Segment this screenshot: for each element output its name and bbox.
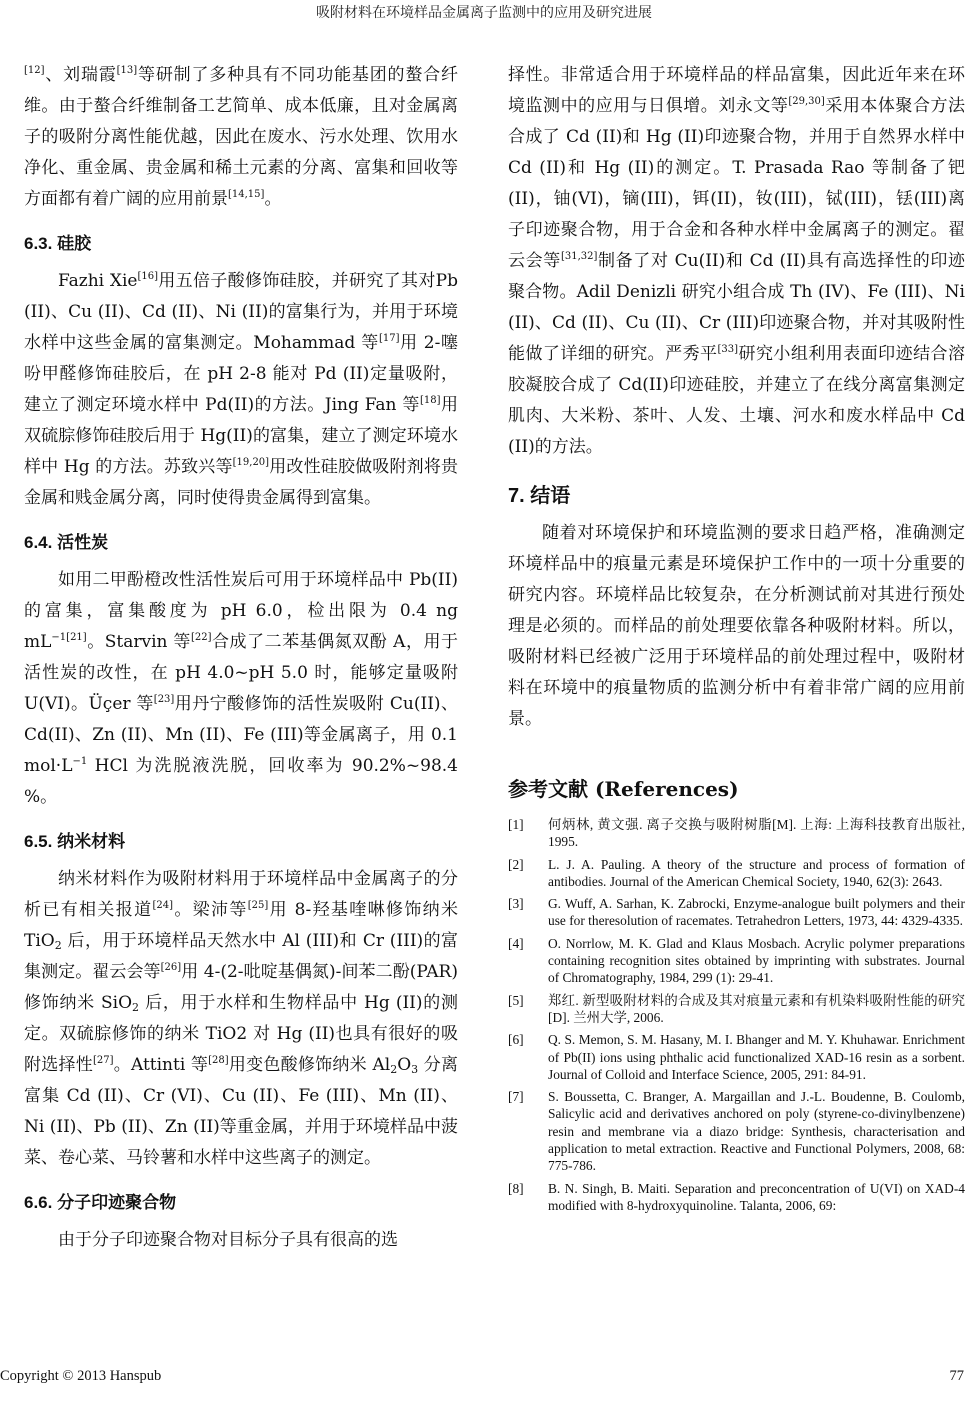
- citation-superscript: [22]: [190, 632, 212, 643]
- text-run: 分离富集 Cd (II)、Cr (VI)、Cu (II)、Fe (III)、Mn (II)、Ni (II)、Pb (II)、Zn (II)等重金属，并用于环境样品中菠菜、卷心菜、马铃薯和水样中这些离子的测定。: [24, 1055, 459, 1168]
- reference-number: [4]: [508, 935, 524, 951]
- reference-item: [508, 1031, 965, 1083]
- citation-superscript: [28]: [208, 1055, 229, 1066]
- text-run: 后，用于水样和生物样品中 Hg (II)的测定。双硫腙修饰的纳米 TiO2 对 Hg (II)也具有很好的吸附选择性: [24, 993, 458, 1075]
- section-heading-molecular-imprinting: 6.6. 分子印迹聚合物: [24, 1193, 177, 1212]
- reference-number: [2]: [508, 856, 524, 872]
- section-heading-conclusion: 7. 结语: [508, 485, 571, 507]
- citation-superscript: [23]: [153, 694, 175, 705]
- reference-number: [3]: [508, 896, 524, 912]
- text-run: 。: [264, 189, 282, 209]
- right-column: [508, 60, 965, 1219]
- citation-superscript: [19,20]: [232, 457, 270, 468]
- reference-text: 郑红. 新型吸附材料的合成及其对痕量元素和有机染料吸附性能的研究[D]. 兰州大学, 2006.: [548, 992, 965, 1025]
- reference-text: G. Wuff, A. Sarhan, K. Zabrocki, Enzyme-analogue built polymers and their use for theresolution of racemates. Tetrahedron Letters, 1973, 44: 4329-4335.: [548, 896, 965, 929]
- text-run: 用改性硅胶做吸附剂将贵金属和贱金属分离，同时使得贵金属得到富集。: [24, 457, 459, 508]
- subscript: 2: [390, 1063, 398, 1076]
- references-heading: 参考文献 (References): [508, 777, 739, 801]
- paragraph-chelating-fibers: [24, 60, 458, 215]
- subscript: 2: [132, 1001, 140, 1014]
- reference-item: [508, 856, 965, 891]
- reference-text: 何炳林, 黄文强. 离子交换与吸附树脂[M]. 上海: 上海科技教育出版社, 1995.: [548, 817, 965, 850]
- citation-superscript: [24]: [152, 900, 173, 911]
- text-run: 制备了对 Cu(II)和 Cd (II)具有高选择性的印迹聚合物。Adil Denizli 研究小组合成 Th (IV)、Fe (III)、Ni (II)、Cd (II)、Cu (II)、Cr (III)印迹聚合物，并对其吸附性能做了详细的研究。严秀平: [508, 251, 966, 364]
- text-run: 用双硫腙修饰硅胶后用于 Hg(II)的富集，建立了测定环境水样中 Hg 的方法。苏致兴等: [24, 395, 458, 477]
- reference-text: O. Norrlow, M. K. Glad and Klaus Mosbach. Acrylic polymer preparations containing recognition sites obtained by imprinting with substrates. Journal of Chromatography, 1984, 299 (1): 29-41.: [548, 935, 965, 986]
- text-run: 等研制了多种具有不同功能基团的螯合纤维。由于螯合纤维制备工艺简单、成本低廉，且对金属离子的吸附分离性能优越，因此在废水、污水处理、饮用水净化、重金属、贵金属和稀土元素的分离、富集和回收等方面都有着广阔的应用前景: [24, 65, 459, 209]
- citation-superscript: [31,32]: [560, 251, 598, 262]
- citation-superscript: −1: [72, 756, 88, 767]
- citation-superscript: [17]: [378, 333, 400, 344]
- reference-text: Q. S. Memon, S. M. Hasany, M. I. Bhanger and M. Y. Khuhawar. Enrichment of Pb(II) ions using phthalic acid functionalized XAD-16 resin as a sorbent. Journal of Colloid and Interface Science, 2005, 291: 84-91.: [548, 1032, 965, 1082]
- text-run: 。Starvin 等: [86, 632, 191, 652]
- citation-superscript: [27]: [92, 1055, 114, 1066]
- text-run: O: [397, 1055, 412, 1075]
- citation-superscript: [18]: [419, 395, 441, 406]
- text-run: HCl 为洗脱液洗脱，回收率为 90.2%~98.4 %。: [24, 756, 458, 807]
- text-run: 择性。非常适合用于环境样品的样品富集，因此近年来在环境监测中的应用与日俱增。刘永文等: [508, 65, 965, 116]
- text-run: 用 2-噻吩甲醛修饰硅胶后，在 pH 2-8 能对 Pd (II)定量吸附，建立了测定环境水样中 Pd(II)的方法。Jing Fan 等: [24, 333, 458, 415]
- page-number: 77: [949, 1368, 964, 1384]
- citation-superscript: [26]: [160, 962, 182, 973]
- text-run: 用五倍子酸修饰硅胶，并研究了其对Pb (II)、Cu (II)、Cd (II)、Ni (II)的富集行为，并用于环境水样中这些金属的富集测定。Mohammad 等: [24, 271, 459, 353]
- text-run: 。Attinti 等: [113, 1055, 209, 1075]
- paragraph-activated-carbon: [24, 565, 458, 813]
- paragraph-nanomaterials: [24, 864, 458, 1174]
- reference-item: [508, 895, 965, 930]
- reference-item: [508, 935, 965, 987]
- paragraph-molecular-imprinting: [24, 1225, 458, 1256]
- section-heading-silica-gel: 6.3. 硅胶: [24, 234, 92, 253]
- text-run: 用 4-(2-吡啶基偶氮)-间苯二酚(PAR)修饰纳米 SiO: [24, 962, 458, 1013]
- reference-number: [5]: [508, 992, 524, 1008]
- citation-superscript: [25]: [247, 900, 269, 911]
- reference-number: [6]: [508, 1032, 524, 1048]
- section-heading-activated-carbon: 6.4. 活性炭: [24, 533, 109, 552]
- text-run: 后，用于环境样品天然水中 Al (III)和 Cr (III)的富集测定。翟云会等: [24, 931, 458, 982]
- text-run: 如用二甲酚橙改性活性炭后可用于环境样品中 Pb(II)的富集，富集酸度为 pH 6.0，检出限为 0.4 ng mL: [24, 570, 458, 652]
- text-run: 用 8-羟基喹啉修饰纳米 TiO: [24, 900, 459, 951]
- reference-item: [508, 1180, 965, 1215]
- footer-copyright: Copyright © 2013 Hanspub: [0, 1368, 162, 1384]
- reference-item: [508, 816, 965, 851]
- citation-superscript: [29,30]: [788, 96, 825, 107]
- reference-text: L. J. A. Pauling. A theory of the structure and process of formation of antibodies. Journal of the American Chemical Society, 1940, 62(3): 2643.: [548, 856, 965, 889]
- citation-superscript: [14,15]: [228, 189, 265, 200]
- text-run: 纳米材料作为吸附材料用于环境样品中金属离子的分析已有相关报道: [24, 869, 458, 920]
- citation-superscript: [13]: [116, 65, 138, 76]
- text-run: 合成了二苯基偶氮双酚 A，用于活性炭的改性，在 pH 4.0~pH 5.0 时，能够定量吸附 U(VI)。Üçer 等: [24, 632, 458, 714]
- text-run: 研究小组利用表面印迹结合溶胶凝胶合成了 Cd(II)印迹硅胶，并建立了在线分离富集测定肌肉、大米粉、茶叶、人发、土壤、河水和废水样品中 Cd (II)的方法。: [508, 344, 966, 457]
- citation-superscript: [16]: [137, 271, 158, 282]
- paragraph-silica-gel: [24, 266, 458, 514]
- reference-item: [508, 1088, 965, 1174]
- text-run: 由于分子印迹聚合物对目标分子具有很高的选: [58, 1230, 398, 1250]
- reference-list: [508, 816, 965, 1214]
- subscript: 2: [54, 939, 62, 952]
- paragraph-molecular-imprinting-continued: [508, 60, 965, 463]
- running-header: 吸附材料在环境样品金属离子监测中的应用及研究进展: [316, 5, 652, 21]
- reference-number: [7]: [508, 1089, 524, 1105]
- left-column: [24, 60, 458, 1256]
- section-heading-nanomaterials: 6.5. 纳米材料: [24, 832, 126, 851]
- citation-superscript: [12]: [24, 65, 45, 76]
- reference-text: B. N. Singh, B. Maiti. Separation and preconcentration of U(VI) on XAD-4 modified with 8-hydroxyquinoline. Talanta, 2006, 69:: [548, 1180, 965, 1213]
- text-run: 。梁沛等: [172, 900, 248, 920]
- text-run: 采用本体聚合方法合成了 Cd (II)和 Hg (II)印迹聚合物，并用于自然界水样中 Cd (II)和 Hg (II)的测定。T. Prasada Rao 等制备了钯(II)，铀(VI)，镝(III)，铒(II)，钕(III)，铽(III)，铥(III)离子印迹聚合物，用于合金和各种水样中金属离子的测定。翟云会等: [508, 96, 965, 271]
- text-run: Fazhi Xie: [58, 271, 138, 291]
- citation-superscript: [33]: [717, 344, 739, 355]
- subscript: 3: [411, 1063, 419, 1076]
- text-run: 用丹宁酸修饰的活性炭吸附 Cu(II)、Cd(II)、Zn (II)、Mn (II)、Fe (III)等金属离子，用 0.1 mol·L: [24, 694, 458, 776]
- citation-superscript: −1[21]: [51, 632, 87, 643]
- text-run: 用变色酸修饰纳米 Al: [228, 1055, 391, 1075]
- paragraph-conclusion: [508, 518, 965, 735]
- reference-item: [508, 992, 965, 1027]
- reference-number: [8]: [508, 1180, 524, 1196]
- reference-text: S. Boussetta, C. Branger, A. Margaillan and J.-L. Boudenne, B. Coulomb, Salicylic acid and derivatives anchored on poly (styrene-co-divinylbenzene) resin and membrane via a diazo bridge: Synthesis, characterisation and application to metal extraction. Reactive and Functional Polymers, 2008, 68: 775-786.: [548, 1089, 965, 1174]
- reference-number: [1]: [508, 817, 524, 832]
- text-run: 、刘瑞霞: [44, 65, 117, 85]
- text-run: 随着对环境保护和环境监测的要求日趋严格，准确测定环境样品中的痕量元素是环境保护工作中的一项十分重要的研究内容。环境样品比较复杂，在分析测试前对其进行预处理是必须的。而样品的前处理要依靠各种吸附材料。所以，吸附材料已经被广泛用于环境样品的前处理过程中，吸附材料在环境中的痕量物质的监测分析中有着非常广阔的应用前景。: [508, 523, 965, 729]
